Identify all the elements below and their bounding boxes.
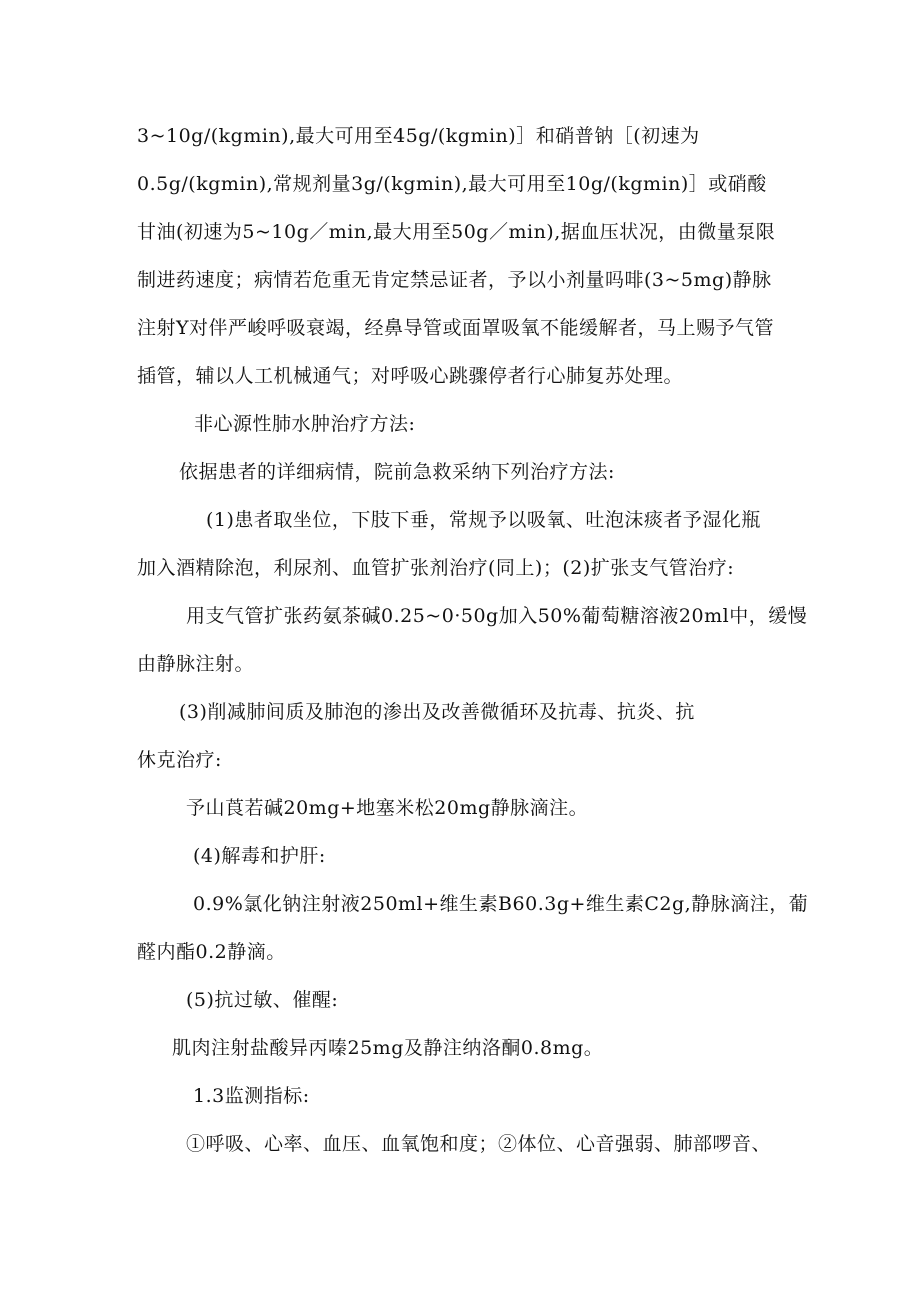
text-line: 醛内酯0.2静滴。 — [137, 941, 286, 963]
section-heading: 非心源性肺水肿治疗方法: — [194, 413, 416, 435]
text-line: 加入酒精除泡，利尿剂、血管扩张剂治疗(同上)；(2)扩张支气管治疗: — [137, 557, 735, 579]
text-line: 0.5g/(kgmin),常规剂量3g/(kgmin),最大可用至10g/(kgmin)］或硝酸 — [137, 173, 767, 195]
text-line: 依据患者的详细病情，院前急救采纳下列治疗方法: — [179, 461, 615, 483]
text-line: 甘油(初速为5~10g／min,最大用至50g／min),据血压状况，由微量泵限 — [137, 221, 776, 243]
text-line: 插管，辅以人工机械通气；对呼吸心跳骤停者行心肺复苏处理。 — [137, 365, 684, 387]
list-item: (3)削减肺间质及肺泡的渗出及改善微循环及抗毒、抗炎、抗 — [179, 701, 695, 723]
text-line: 0.9%氯化钠注射液250ml+维生素B60.3g+维生素C2g,静脉滴注，葡 — [193, 893, 809, 915]
text-line: ①呼吸、心率、血压、血氧饱和度；②体位、心音强弱、肺部啰音、 — [186, 1133, 772, 1155]
text-line: 肌肉注射盐酸异丙嗪25mg及静注纳洛酮0.8mg。 — [172, 1037, 604, 1059]
list-item: (4)解毒和护肝: — [193, 845, 326, 867]
text-line: 制进药速度；病情若危重无肯定禁忌证者，予以小剂量吗啡(3~5mg)静脉 — [137, 269, 772, 291]
text-line: 予山莨若碱20mg+地塞米松20mg静脉滴注。 — [186, 797, 589, 819]
list-item: (1)患者取坐位，下肢下垂，常规予以吸氧、吐泡沫痰者予湿化瓶 — [206, 509, 761, 531]
text-line: 由静脉注射。 — [137, 653, 255, 675]
text-line: 用支气管扩张药氨茶碱0.25~0·50g加入50%葡萄糖溶液20ml中，缓慢 — [186, 605, 808, 627]
list-item: (5)抗过敏、催醒: — [186, 989, 339, 1011]
text-line: 注射Y对伴严峻呼吸衰竭，经鼻导管或面罩吸氧不能缓解者，马上赐予气管 — [137, 317, 775, 339]
text-line: 3~10g/(kgmin),最大可用至45g/(kgmin)］和硝普钠［(初速为 — [137, 125, 700, 147]
text-line: 休克治疗: — [137, 749, 222, 771]
section-heading: 1.3监测指标: — [193, 1085, 310, 1107]
